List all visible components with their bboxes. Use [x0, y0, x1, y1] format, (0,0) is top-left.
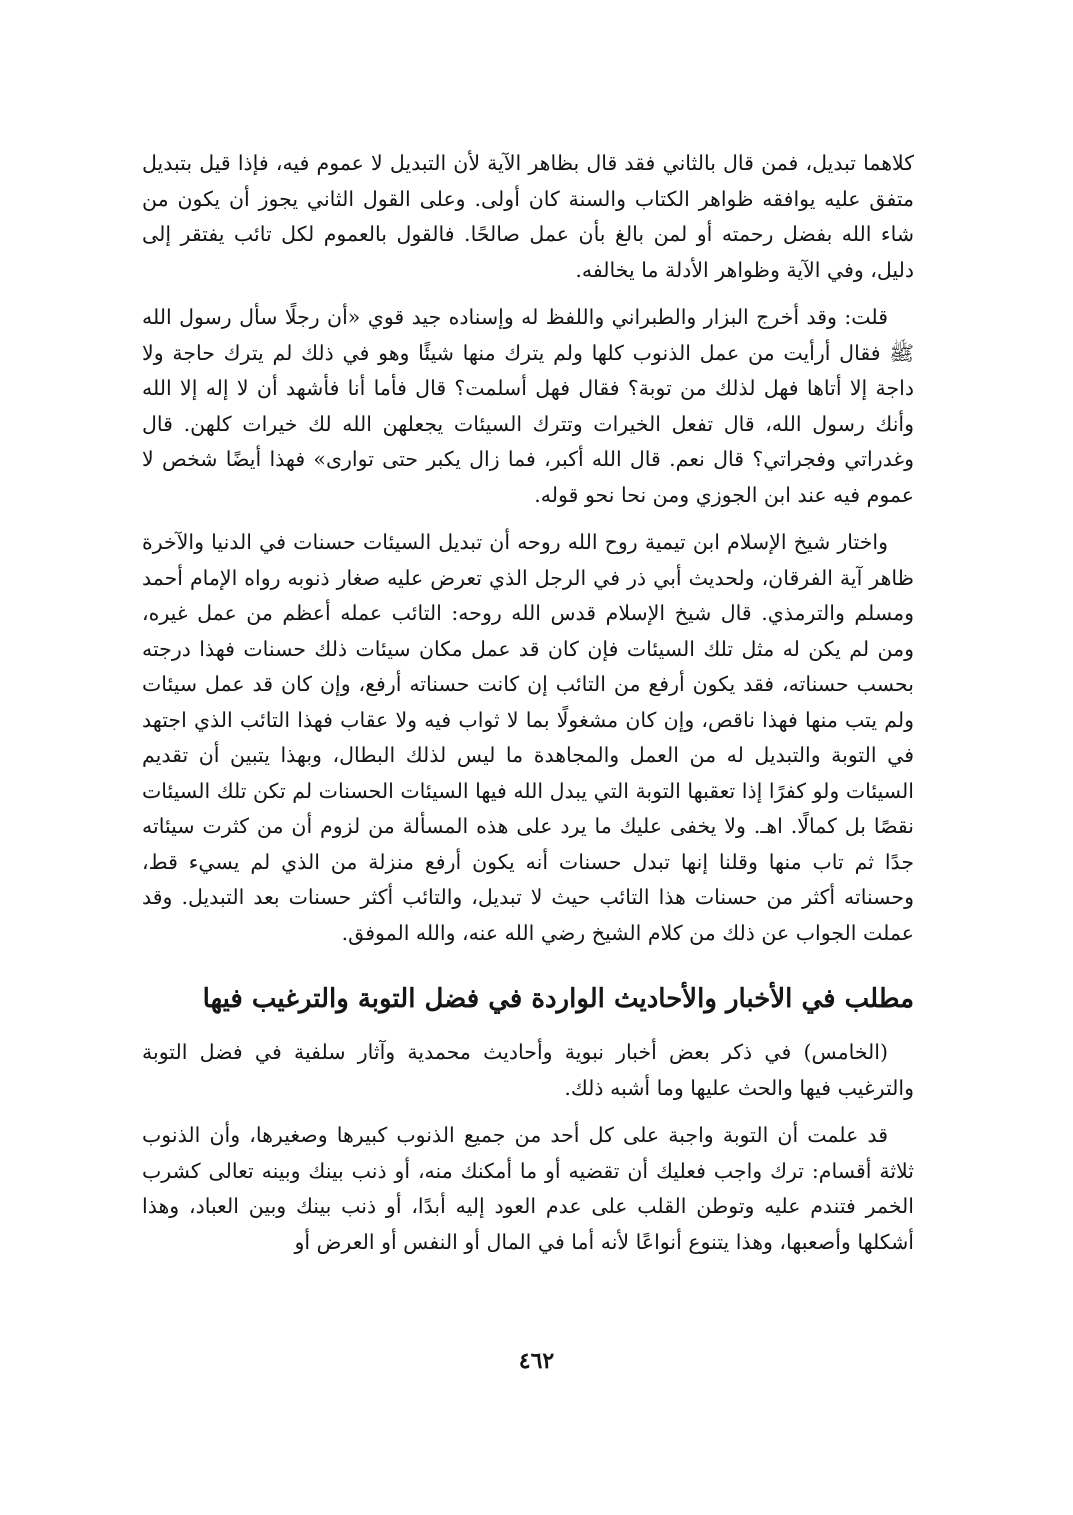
section-heading: مطلب في الأخبار والأحاديث الواردة في فضل التوبة والترغيب فيها — [202, 984, 914, 1014]
page-number: ٤٦٢ — [518, 1348, 555, 1374]
paragraph-5: قد علمت أن التوبة واجبة على كل أحد من جميع الذنوب كبيرها وصغيرها، وأن الذنوب ثلاثة أقسام: ترك واجب فعليك أن تقضيه أو ما أمكنك منه، أو ذنب بينك وبينه تعالى كشرب الخمر فتندم عليه وتوطن القلب على عدم العود إليه أبدًا، أو ذنب بينك وبين العباد، وهذا أشكلها وأصعبها، وهذا يتنوع أنواعًا لأنه أما في المال أو النفس أو العرض أو — [142, 1123, 914, 1254]
paragraph-1: كلاهما تبديل، فمن قال بالثاني فقد قال بظاهر الآية لأن التبديل لا عموم فيه، فإذا قيل بتبديل متفق عليه يوافقه ظواهر الكتاب والسنة كان أولى. وعلى القول الثاني يجوز أن يكون من شاء الله بفضل رحمته أو لمن بالغ بأن عمل صالحًا. فالقول بالعموم لكل تائب يفتقر إلى دليل، وفي الآية وظواهر الأدلة ما يخالفه. — [142, 151, 914, 282]
paragraph-4: (الخامس) في ذكر بعض أخبار نبوية وأحاديث محمدية وآثار سلفية في فضل التوبة والترغيب فيها والحث عليها وما أشبه ذلك. — [142, 1040, 914, 1100]
paragraph-2: قلت: وقد أخرج البزار والطبراني واللفظ له وإسناده جيد قوي «أن رجلًا سأل رسول الله ﷺ فقال أرأيت من عمل الذنوب كلها ولم يترك منها شيئًا وهو في ذلك لم يترك حاجة ولا داجة إلا أتاها فهل لذلك من توبة؟ فقال فهل أسلمت؟ قال فأما أنا فأشهد أن لا إله إلا الله وأنك رسول الله، قال تفعل الخيرات وتترك السيئات يجعلهن الله لك خيرات كلهن. قال وغدراتي وفجراتي؟ قال نعم. قال الله أكبر، فما زال يكبر حتى توارى» فهذا أيضًا شخص لا عموم فيه عند ابن الجوزي ومن نحا نحو قوله. — [142, 305, 914, 507]
page-body — [142, 146, 914, 1272]
paragraph-3: واختار شيخ الإسلام ابن تيمية روح الله روحه أن تبديل السيئات حسنات في الدنيا والآخرة ظاهر آية الفرقان، ولحديث أبي ذر في الرجل الذي تعرض عليه صغار ذنوبه رواه الإمام أحمد ومسلم والترمذي. قال شيخ الإسلام قدس الله روحه: التائب عمله أعظم من عمل غيره، ومن لم يكن له مثل تلك السيئات فإن كان قد عمل مكان سيئات ذلك حسنات فهذا درجته بحسب حسناته، فقد يكون أرفع من التائب إن كانت حسناته أرفع، وإن كان قد عمل سيئات ولم يتب منها فهذا ناقص، وإن كان مشغولًا بما لا ثواب فيه ولا عقاب فهذا التائب الذي اجتهد في التوبة والتبديل له من العمل والمجاهدة ما ليس لذلك البطال، وبهذا يتبين أن تقديم السيئات ولو كفرًا إذا تعقبها التوبة التي يبدل الله فيها السيئات الحسنات لم تكن تلك السيئات نقصًا بل كمالًا. اهـ. ولا يخفى عليك ما يرد على هذه المسألة من لزوم أن من كثرت سيئاته جدًا ثم تاب منها وقلنا إنها تبدل حسنات أنه يكون أرفع منزلة من الذي لم يسيء قط، وحسناته أكثر من حسنات هذا التائب حيث لا تبديل، والتائب أكثر حسنات بعد التبديل. وقد عملت الجواب عن ذلك من كلام الشيخ رضي الله عنه، والله الموفق. — [142, 530, 915, 945]
